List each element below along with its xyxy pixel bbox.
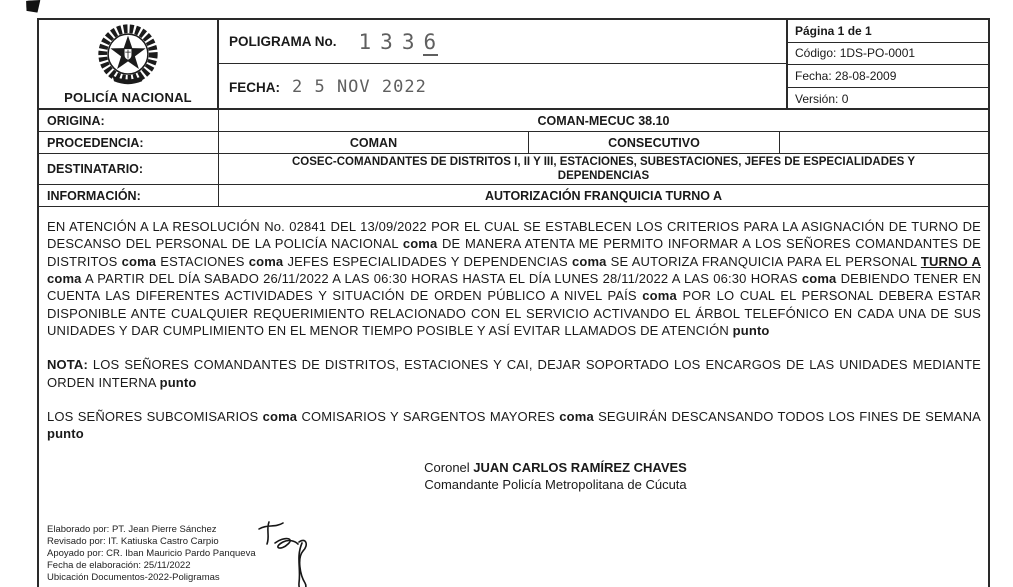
signature-rank: Coronel bbox=[424, 459, 470, 475]
fecha-label: FECHA: bbox=[229, 79, 280, 95]
informacion-label: INFORMACIÓN: bbox=[39, 185, 219, 206]
origina-label: ORIGINA: bbox=[39, 110, 219, 131]
row-informacion bbox=[39, 185, 988, 207]
consecutivo-value bbox=[780, 132, 988, 153]
policia-nacional-emblem-icon bbox=[91, 22, 165, 92]
fecha-row bbox=[219, 64, 786, 110]
document-header bbox=[39, 20, 988, 110]
body-paragraph: EN ATENCIÓN A LA RESOLUCIÓN No. 02841 DEL 13/09/2022 POR EL CUAL SE ESTABLECEN LOS CRITERIOS PARA LA ASIGNACIÓN DE TURNO DE DESCANSO DEL PERSONAL DE LA POLICÍA NACIONAL coma DE MANERA ATENTA ME PERMITO INFORMAR A LOS SEÑORES COMANDANTES DE DISTRITOS coma ESTACIONES coma JEFES ESPECIALIDADES Y DEPENDENCIAS coma SE AUTORIZA FRANQUICIA PARA EL PERSONAL TURNO A coma A PARTIR DEL DÍA SABADO 26/11/2022 A LAS 06:30 HORAS HASTA EL DÍA LUNES 28/11/2022 A LAS 06:30 HORAS coma DEBIENDO TENER EN CUENTA LAS DIFERENTES ACTIVIDADES Y SITUACIÓN DE ORDEN PÚBLICO A NIVEL PAÍS coma POR LO CUAL EL PERSONAL DEBERA ESTAR DISPONIBLE ANTE CUALQUIER REQUERIMIENTO RELACIONADO CON EL SERVICIO ACTIVANDO EL ÁRBOL TELEFÓNICO EN CADA UNA DE SUS UNIDADES Y DAR CUMPLIMIENTO EN EL MENOR TIEMPO POSIBLE Y ASÍ EVITAR LLAMADOS DE ATENCIÓN punto bbox=[47, 219, 982, 339]
poligrama-label: POLIGRAMA No. bbox=[229, 34, 337, 49]
logo-cell bbox=[39, 20, 219, 110]
document-meta-box bbox=[788, 20, 988, 110]
consecutivo-label: CONSECUTIVO bbox=[529, 132, 780, 153]
meta-version: Versión: 0 bbox=[795, 91, 849, 106]
row-procedencia bbox=[39, 132, 988, 154]
signature-name-line bbox=[123, 460, 988, 477]
row-destinatario bbox=[39, 154, 988, 185]
scan-artifact-mark bbox=[25, 0, 41, 14]
footer-line: Apoyado por: CR. Iban Mauricio Pardo Panqueva bbox=[47, 548, 256, 560]
procedencia-value: COMAN bbox=[219, 132, 529, 153]
meta-date: Fecha: 28-08-2009 bbox=[788, 65, 988, 88]
fecha-date-stamp: 2 5 NOV 2022 bbox=[292, 77, 427, 97]
poligrama-number-stamp: 1 3 3 6 bbox=[358, 29, 439, 54]
procedencia-label: PROCEDENCIA: bbox=[39, 132, 219, 153]
signature-block bbox=[39, 460, 988, 494]
footer-line: Revisado por: IT. Katiuska Castro Carpio bbox=[47, 536, 219, 548]
informacion-value: AUTORIZACIÓN FRANQUICIA TURNO A bbox=[484, 188, 723, 203]
meta-code: Código: 1DS-PO-0001 bbox=[788, 43, 988, 66]
signature-name: JUAN CARLOS RAMÍREZ CHAVES bbox=[473, 459, 687, 475]
destinatario-text: COSEC-COMANDANTES DE DISTRITOS I, II Y III, ESTACIONES, SUBESTACIONES, JEFES DE ESPECIALIDADES Y DEPENDENCIAS bbox=[291, 155, 916, 182]
document-footer bbox=[47, 524, 256, 584]
origina-value: COMAN-MECUC 38.10 bbox=[537, 113, 670, 128]
footer-line: Fecha de elaboración: 25/11/2022 bbox=[47, 560, 191, 572]
document-body bbox=[39, 207, 988, 443]
meta-page: Página 1 de 1 bbox=[788, 20, 988, 43]
body-paragraph: NOTA: LOS SEÑORES COMANDANTES DE DISTRITOS, ESTACIONES Y CAI, DEJAR SOPORTADO LOS ENCARGOS DE LAS UNIDADES MEDIANTE ORDEN INTERNA punto bbox=[47, 357, 981, 390]
poligrama-row bbox=[219, 20, 786, 64]
poligrama-document bbox=[37, 18, 990, 587]
destinatario-value bbox=[219, 154, 988, 184]
footer-line: Elaborado por: PT. Jean Pierre Sánchez bbox=[47, 524, 217, 536]
signature-title: Comandante Policía Metropolitana de Cúcuta bbox=[424, 476, 687, 492]
org-name: POLICÍA NACIONAL bbox=[64, 90, 192, 105]
body-paragraph: LOS SEÑORES SUBCOMISARIOS coma COMISARIOS Y SARGENTOS MAYORES coma SEGUIRÁN DESCANSANDO TODOS LOS FINES DE SEMANA punto bbox=[47, 409, 981, 442]
destinatario-label: DESTINATARIO: bbox=[39, 154, 219, 184]
footer-line: Ubicación Documentos-2022-Poligramas bbox=[47, 572, 220, 584]
header-middle-cell bbox=[219, 20, 788, 110]
row-origina bbox=[39, 110, 988, 132]
